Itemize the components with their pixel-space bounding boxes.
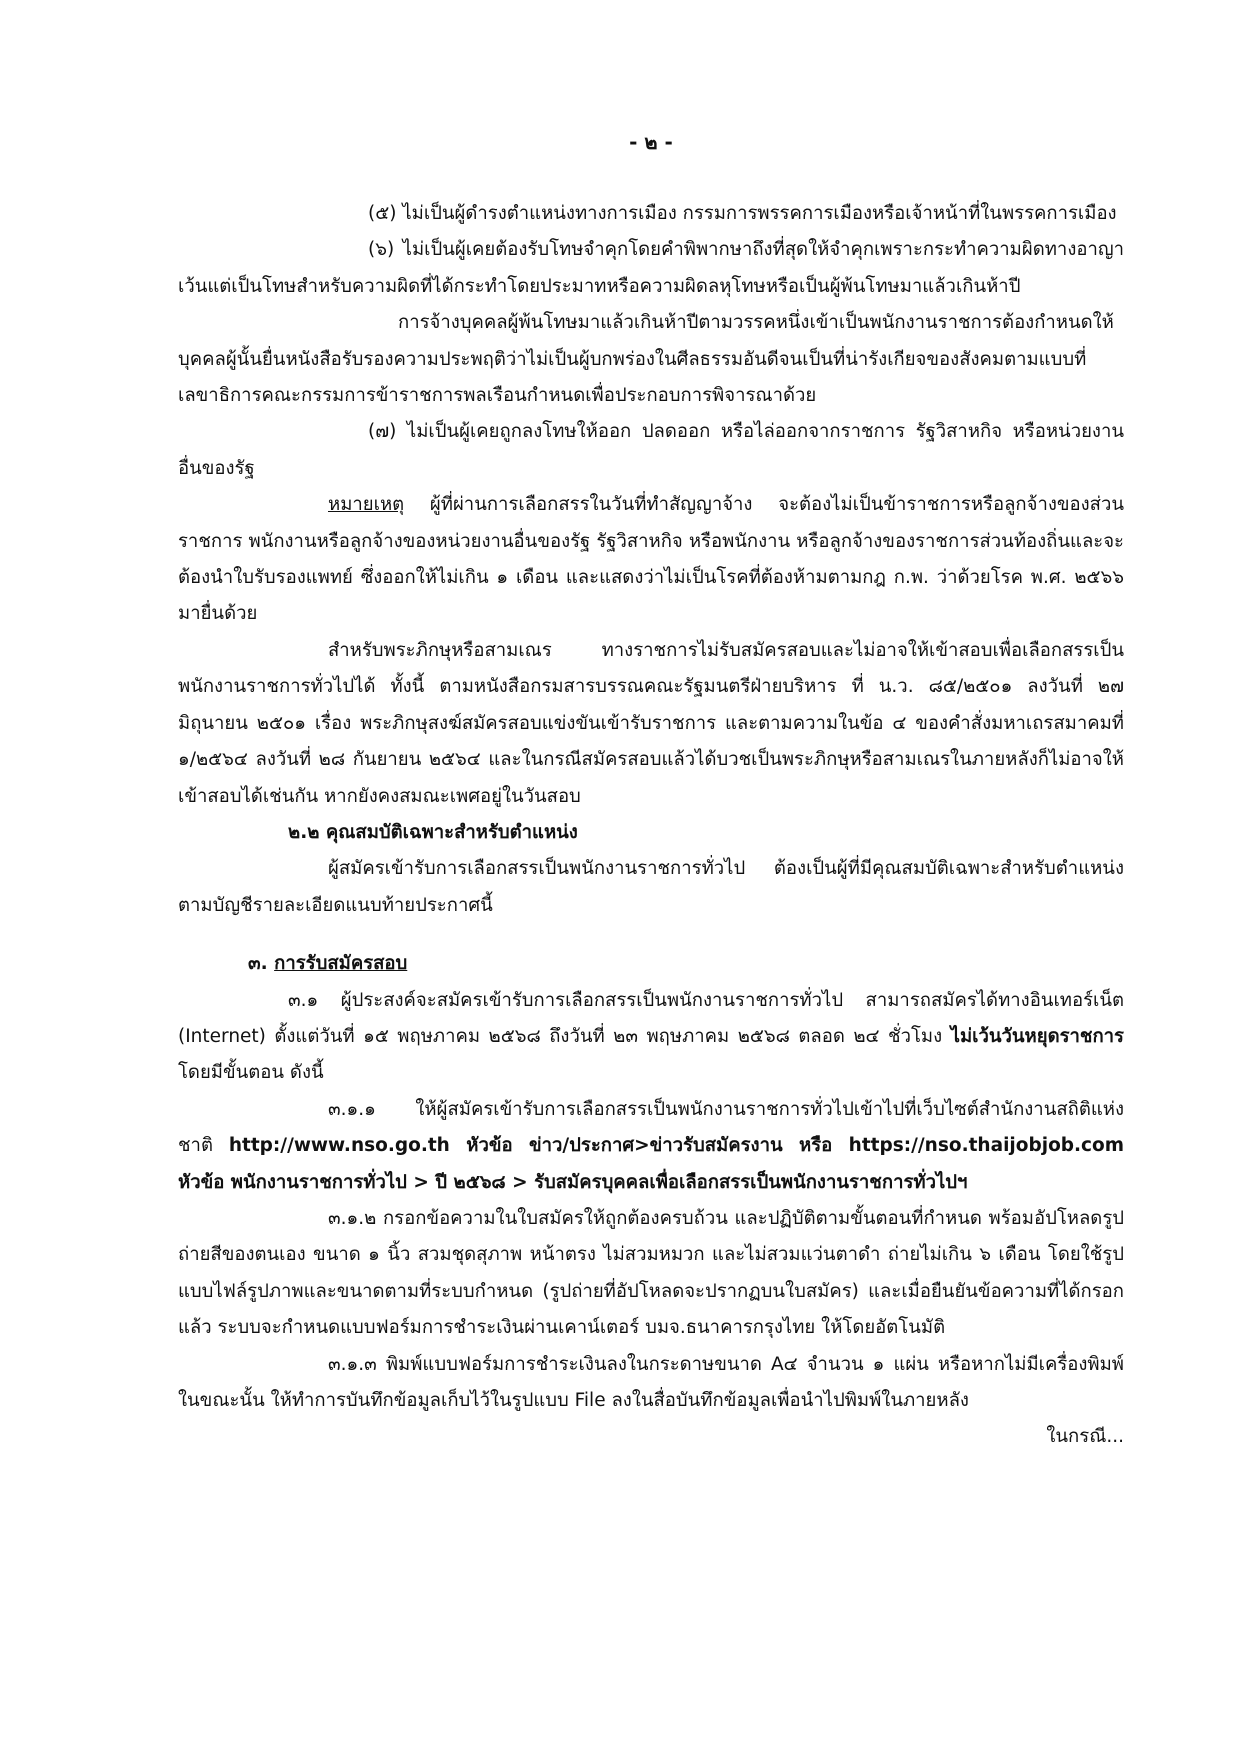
section-2-2-text: ผู้สมัครเข้ารับการเลือกสรรเป็นพนักงานราชการทั่วไป ต้องเป็นผู้ที่มีคุณสมบัติเฉพาะสำหรับตำแหน่ง ตามบัญชีรายละเอียดแนบท้ายประกาศนี้: [178, 858, 1124, 916]
section-3-1-3: ๓.๑.๓ พิมพ์แบบฟอร์มการชำระเงินลงในกระดาษขนาด A๔ จำนวน ๑ แผ่น หรือหากไม่มีเครื่องพิมพ์ในขณะนั้น ให้ทำการบันทึกข้อมูลเก็บไว้ในรูปแบบ File ลงในสื่อบันทึกข้อมูลเพื่อนำไปพิมพ์ในภายหลัง: [178, 1353, 1124, 1411]
item-6-note: การจ้างบุคคลผู้พ้นโทษมาแล้วเกินห้าปีตามวรรคหนึ่งเข้าเป็นพนักงานราชการต้องกำหนดให้บุคคลผู้นั้นยื่นหนังสือรับรองความประพฤติว่าไม่เป็นผู้บกพร่องในศีลธรรมอันดีจนเป็นที่น่ารังเกียจของสังคมตามแบบที่เลขาธิการคณะกรรมการข้าราชการพลเรือนกำหนดเพื่อประกอบการพิจารณาด้วย: [178, 312, 1114, 407]
item-6: (๖) ไม่เป็นผู้เคยต้องรับโทษจำคุกโดยคำพิพากษาถึงที่สุดให้จำคุกเพราะกระทำความผิดทางอาญาเว้นแต่เป็นโทษสำหรับความผิดที่ได้กระทำโดยประมาทหรือความผิดลหุโทษหรือเป็นผู้พ้นโทษมาแล้วเกินห้าปี: [178, 239, 1124, 297]
section-3-1-2: ๓.๑.๒ กรอกข้อความในใบสมัครให้ถูกต้องครบถ้วน และปฏิบัติตามขั้นตอนที่กำหนด พร้อมอัปโหลดรูปถ่ายสีของตนเอง ขนาด ๑ นิ้ว สวมชุดสุภาพ หน้าตรง ไม่สวมหมวก และไม่สวมแว่นตาดำ ถ่ายไม่เกิน ๖ เดือน โดยใช้รูปแบบไฟล์รูปภาพและขนาดตามที่ระบบกำหนด (รูปถ่ายที่อัปโหลดจะปรากฏบนใบสมัคร) และเมื่อยืนยันข้อความที่ได้กรอกแล้ว ระบบจะกำหนดแบบฟอร์มการชำระเงินผ่านเคาน์เตอร์ บมจ.ธนาคารกรุงไทย ให้โดยอัตโนมัติ: [178, 1207, 1124, 1339]
monk-paragraph: สำหรับพระภิกษุหรือสามเณร ทางราชการไม่รับสมัครสอบและไม่อาจให้เข้าสอบเพื่อเลือกสรรเป็นพนักงานราชการทั่วไปได้ ทั้งนี้ ตามหนังสือกรมสารบรรณคณะรัฐมนตรีฝ่ายบริหาร ที่ น.ว. ๘๕/๒๕๐๑ ลงวันที่ ๒๗ มิถุนายน ๒๕๐๑ เรื่อง พระภิกษุสงฆ์สมัครสอบแข่งขันเข้ารับราชการ และตามความในข้อ ๔ ของคำสั่งมหาเถรสมาคมที่ ๑/๒๕๖๔ ลงวันที่ ๒๘ กันยายน ๒๕๖๔ และในกรณีสมัครสอบแล้วได้บวชเป็นพระภิกษุหรือสามเณรในภายหลังก็ไม่อาจให้เข้าสอบได้เช่นกัน หากยังคงสมณะเพศอยู่ในวันสอบ: [178, 639, 1124, 807]
item-5: (๕) ไม่เป็นผู้ดำรงตำแหน่งทางการเมือง กรรมการพรรคการเมืองหรือเจ้าหน้าที่ในพรรคการเมือง: [368, 203, 1117, 224]
section-3-number: ๓.: [248, 953, 275, 975]
section-3-1-tail: โดยมีขั้นตอน ดังนี้: [178, 1062, 324, 1084]
spacer: [178, 924, 1124, 946]
remark-label: หมายเหตุ: [328, 494, 405, 516]
remark-paragraph: [178, 487, 1124, 633]
document-body: [178, 196, 1124, 1456]
document-page: [178, 0, 1124, 1754]
section-2-2-heading: ๒.๒ คุณสมบัติเฉพาะสำหรับตำแหน่ง: [288, 821, 578, 843]
section-3-1-1-links: http://www.nso.go.th หัวข้อ ข่าว/ประกาศ>ข่าวรับสมัครงาน หรือ https://nso.thaijobjob.com หัวข้อ พนักงานราชการทั่วไป > ปี ๒๕๖๘ > รับสมัครบุคคลเพื่อเลือกสรรเป็นพนักงานราชการทั่วไปฯ: [178, 1135, 1124, 1193]
section-3-1-1: [178, 1092, 1124, 1201]
section-3-1: [178, 983, 1124, 1092]
continuation-marker: ในกรณี...: [1046, 1426, 1124, 1448]
remark-text: ผู้ที่ผ่านการเลือกสรรในวันที่ทำสัญญาจ้าง จะต้องไม่เป็นข้าราชการหรือลูกจ้างของส่วนราชการ พนักงานหรือลูกจ้างของหน่วยงานอื่นของรัฐ รัฐวิสาหกิจ หรือพนักงาน หรือลูกจ้างของราชการส่วนท้องถิ่นและจะต้องนำใบรับรองแพทย์ ซึ่งออกให้ไม่เกิน ๑ เดือน และแสดงว่าไม่เป็นโรคที่ต้องห้ามตามกฎ ก.พ. ว่าด้วยโรค พ.ศ. ๒๕๖๖ มายื่นด้วย: [178, 494, 1124, 625]
section-3-1-bold: ไม่เว้นวันหยุดราชการ: [950, 1025, 1124, 1047]
section-3-heading: [178, 946, 1124, 982]
section-3-title: การรับสมัครสอบ: [274, 953, 408, 975]
section-3-1-1-text: ๓.๑.๑ ให้ผู้สมัครเข้ารับการเลือกสรรเป็นพนักงานราชการทั่วไปเข้าไปที่เว็บไซต์สำนักงานสถิติแห่งชาติ: [178, 1098, 1124, 1157]
item-7: (๗) ไม่เป็นผู้เคยถูกลงโทษให้ออก ปลดออก หรือไล่ออกจากราชการ รัฐวิสาหกิจ หรือหน่วยงานอื่นของรัฐ: [178, 421, 1124, 479]
section-3-1-text: ๓.๑ ผู้ประสงค์จะสมัครเข้ารับการเลือกสรรเป็นพนักงานราชการทั่วไป สามารถสมัครได้ทางอินเทอร์เน็ต (Internet) ตั้งแต่วันที่ ๑๕ พฤษภาคม ๒๕๖๘ ถึงวันที่ ๒๓ พฤษภาคม ๒๕๖๘ ตลอด ๒๔ ชั่วโมง: [178, 989, 1124, 1047]
page-number: - ๒ -: [629, 130, 673, 154]
